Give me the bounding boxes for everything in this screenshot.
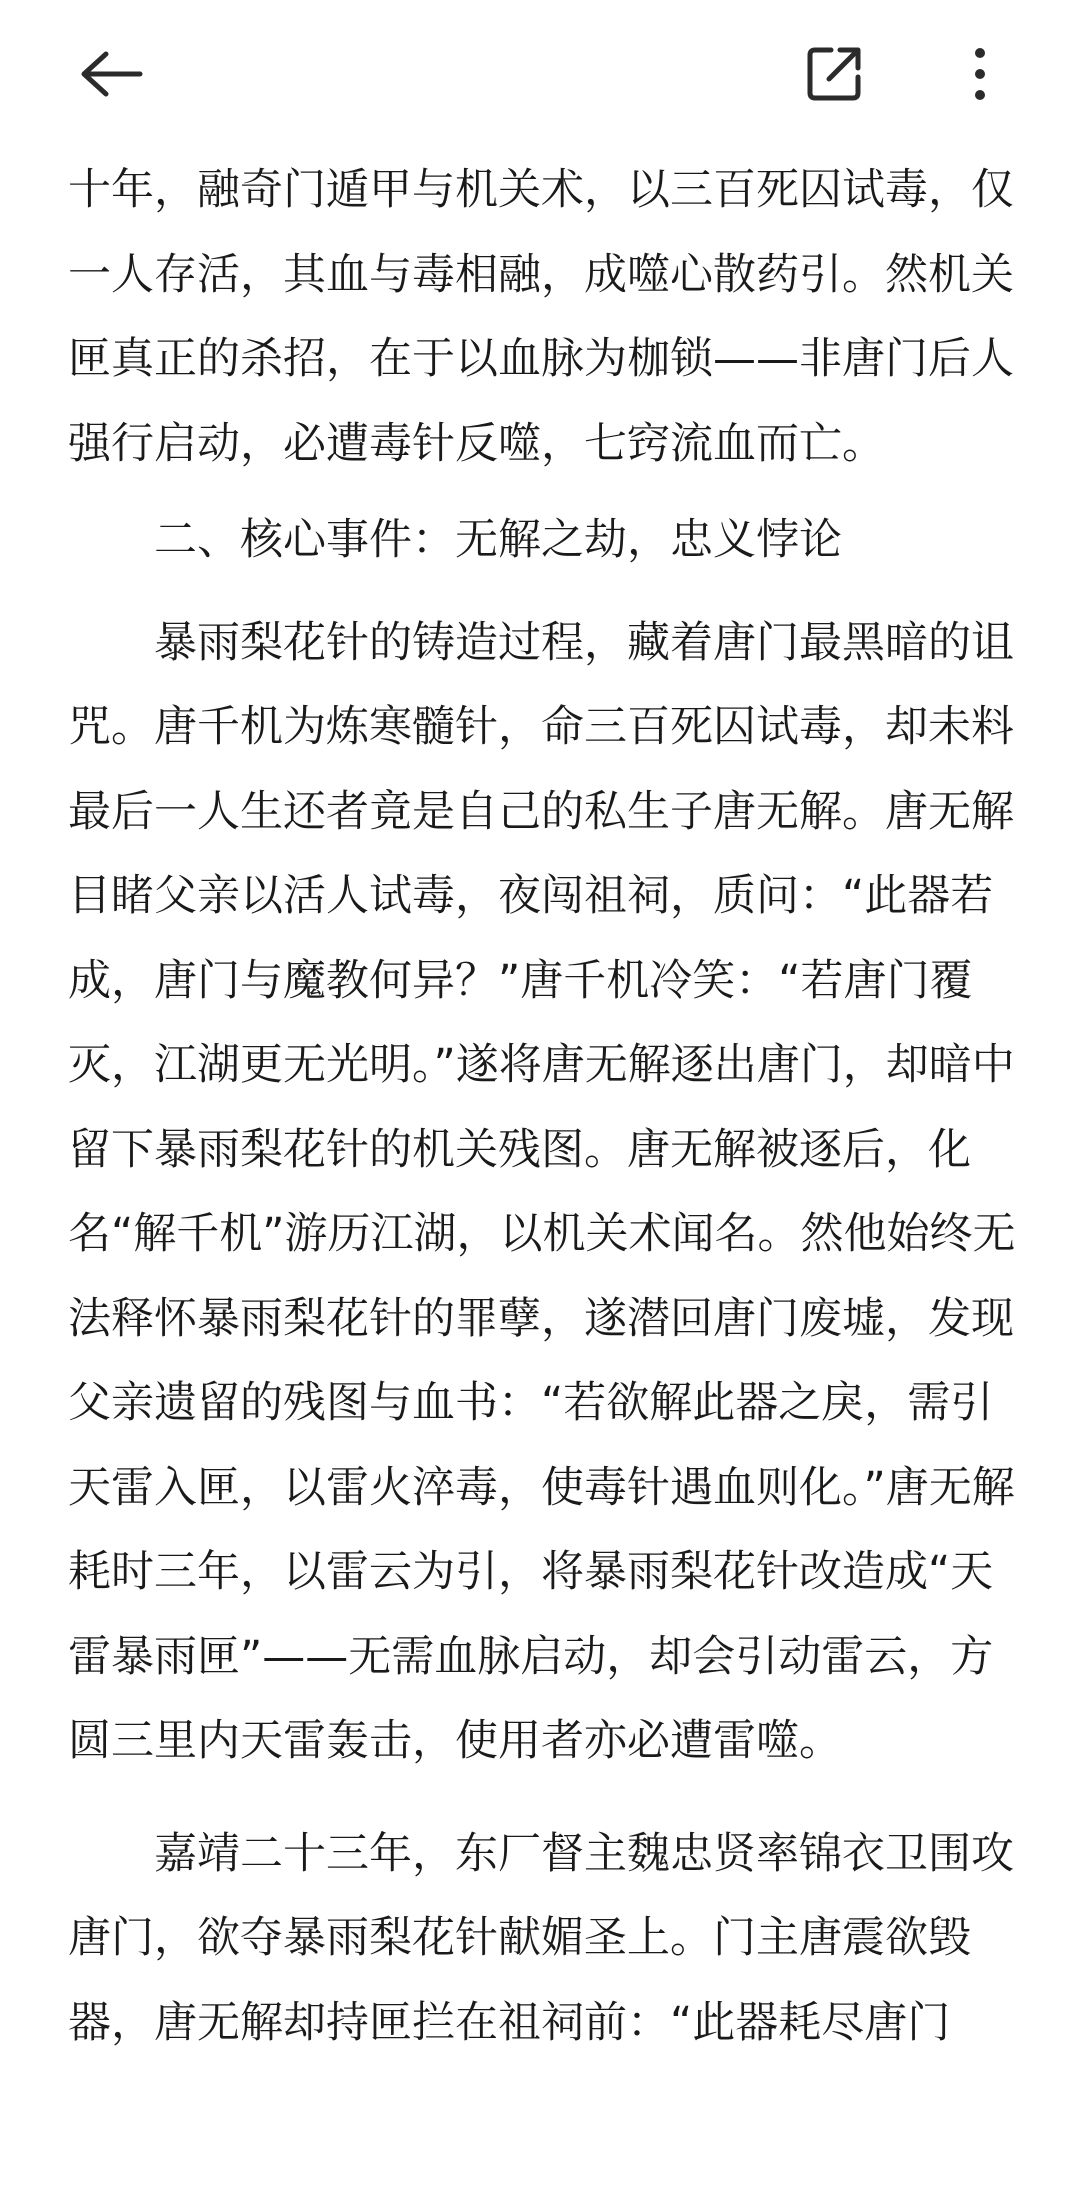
external-link-icon — [805, 45, 863, 103]
share-button[interactable] — [790, 30, 878, 118]
article-paragraph: 暴雨梨花针的铸造过程，藏着唐门最黑暗的诅咒。唐千机为炼寒髓针，命三百死囚试毒，却未料最后一人生还者竟是自己的私生子唐无解。唐无解目睹父亲以活人试毒，夜闯祖祠，质问：“此器若成，唐门与魔教何异？”唐千机冷笑：“若唐门覆灭，江湖更无光明。”遂将唐无解逐出唐门，却暗中留下暴雨梨花针的机关残图。唐无解被逐后，化名“解千机”游历江湖，以机关术闻名。然他始终无法释怀暴雨梨花针的罪孽，遂潜回唐门废墟，发现父亲遗留的残图与血书：“若欲解此器之戾，需引天雷入匣，以雷火淬毒，使毒针遇血则化。”唐无解耗时三年，以雷云为引，将暴雨梨花针改造成“天雷暴雨匣”——无需血脉启动，却会引动雷云，方圆三里内天雷轰击，使用者亦必遭雷噬。 — [68, 617, 1016, 1766]
more-options-button[interactable] — [936, 30, 1024, 118]
top-toolbar — [0, 0, 1080, 148]
article-paragraph: 嘉靖二十三年，东厂督主魏忠贤率锦衣卫围攻唐门，欲夺暴雨梨花针献媚圣上。门主唐震欲毁器，唐无解却持匣拦在祖祠前：“此器耗尽唐门 — [68, 1828, 1014, 2048]
more-vertical-icon — [972, 46, 988, 102]
arrow-left-icon — [80, 50, 144, 98]
section-heading: 二、核心事件：无解之劫，忠义悖论 — [154, 515, 842, 565]
article-body — [68, 148, 1018, 2203]
back-button[interactable] — [68, 30, 156, 118]
article-paragraph: 十年，融奇门遁甲与机关术，以三百死囚试毒，仅一人存活，其血与毒相融，成噬心散药引。然机关匣真正的杀招，在于以血脉为枷锁——非唐门后人强行启动，必遭毒针反噬，七窍流血而亡。 — [68, 165, 1014, 469]
